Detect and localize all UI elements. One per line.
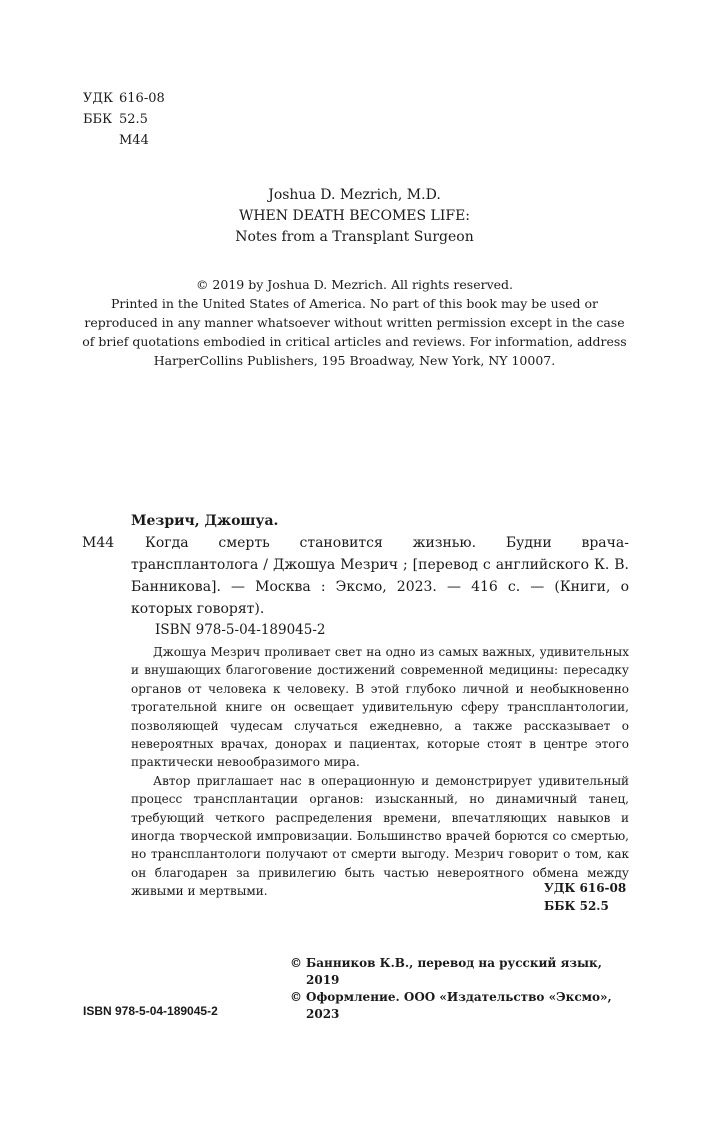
annotation	[131, 643, 629, 901]
copyright-translation-text: Банников К.В., перевод на русский язык, 2019	[306, 956, 602, 987]
bottom-classification	[544, 879, 626, 915]
annotation-paragraph-2: Автор приглашает нас в операционную и демонстрирует удивительный процесс трансплантации органов: изысканный, но динамичный танец, требующий четкого распределения времени, впечатляющих навыков и иногда творческой импровизации. Большинство врачей борются со смертью, но трансплантологи получают от смерти выгоду. Мезрич говорит о том, как он благодарен за привилегию быть частью невероятного обмена между живыми и мертвыми.	[131, 773, 629, 899]
copyright-notices	[290, 955, 635, 1023]
original-author: Joshua D. Mezrich, M.D.	[268, 187, 441, 203]
rights-notice	[80, 275, 629, 370]
footer-isbn: ISBN 978-5-04-189045-2	[83, 1004, 218, 1018]
rights-text: Printed in the United States of America. No part of this book may be used or reproduced in any manner whatsoever without written permission except in the case of brief quotations embodied in critical articles and reviews. For information, address HarperCollins Publishers, 195 Broadway, New York, NY 10007.	[82, 296, 627, 368]
bibliographic-record	[131, 510, 629, 620]
bottom-bbk: ББК 52.5	[544, 899, 609, 913]
bbk-label: ББК	[83, 112, 113, 127]
copyright-design-text: Оформление. ООО «Издательство «Эксмо», 2023	[306, 990, 612, 1021]
original-title: WHEN DEATH BECOMES LIFE:	[238, 208, 471, 224]
copyright-design	[290, 989, 635, 1023]
record-author: Мезрич, Джошуа.	[131, 513, 279, 529]
bottom-udk: УДК 616-08	[544, 881, 627, 895]
classification-block	[83, 88, 165, 151]
annotation-paragraph-1: Джошуа Мезрич проливает свет на одно из самых важных, удивительных и внушающих благоговение достижений современной медицины: пересадку органов от человека к человеку. В этой глубоко личной и необыкновенно трогательной книге он освещает удивительную сферу трансплантологии, позволяющей чудесам случаться ежедневно, а также рассказывает о невероятных врачах, донорах и пациентах, которые стоят в центре этого практически невообразимого мира.	[131, 645, 629, 770]
bbk-row	[83, 109, 165, 130]
original-edition-info	[0, 185, 709, 248]
record-title: Когда смерть становится жизнью. Будни врача-трансплантолога / Джошуа Мезрич ; [перевод с английского К. В. Банникова]. — Москва : Эксмо, 2023. — 416 с. — (Книги, о которых говорят).	[131, 535, 629, 617]
udk-label: УДК	[83, 91, 114, 106]
record-isbn: ISBN 978-5-04-189045-2	[155, 622, 326, 638]
original-subtitle: Notes from a Transplant Surgeon	[235, 229, 474, 245]
udk-value: 616-08	[119, 91, 165, 106]
record-cutter: М44	[82, 535, 115, 551]
copyright-symbol: ©	[290, 990, 302, 1004]
rights-copyright-line: © 2019 by Joshua D. Mezrich. All rights reserved.	[195, 277, 514, 292]
udk-row	[83, 88, 165, 109]
copyright-symbol: ©	[290, 956, 302, 970]
cutter-code: М44	[119, 133, 149, 148]
bbk-value: 52.5	[119, 112, 148, 127]
copyright-translation	[290, 955, 635, 989]
